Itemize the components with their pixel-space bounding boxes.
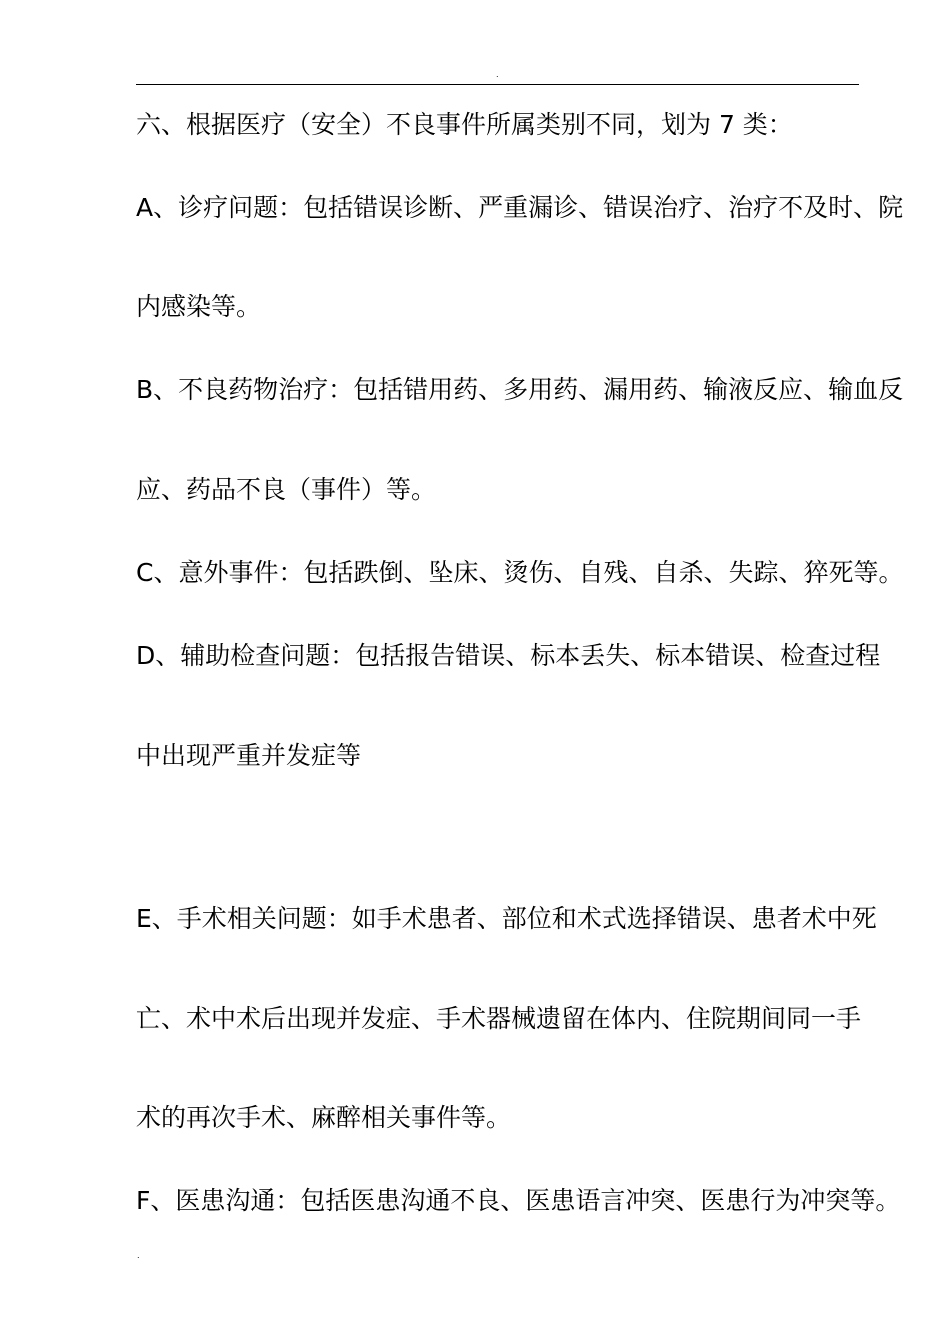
- paragraph-line: C、意外事件：包括跌倒、坠床、烫伤、自残、自杀、失踪、猝死等。: [136, 558, 904, 587]
- paragraph-line: F、医患沟通：包括医患沟通不良、医患语言冲突、医患行为冲突等。: [136, 1186, 901, 1215]
- paragraph-line: D、辅助检查问题：包括报告错误、标本丢失、标本错误、检查过程: [136, 641, 881, 670]
- section-heading: 六、根据医疗（安全）不良事件所属类别不同，划为 7 类：: [136, 110, 793, 139]
- paragraph-line: 应、药品不良（事件）等。: [136, 475, 437, 504]
- paragraph-line: A、诊疗问题：包括错误诊断、严重漏诊、错误治疗、治疗不及时、院: [136, 193, 904, 222]
- header-mark: .: [496, 70, 499, 79]
- header-rule: [136, 84, 859, 85]
- footer-mark: .: [137, 1251, 140, 1260]
- paragraph-line: E、手术相关问题：如手术患者、部位和术式选择错误、患者术中死: [136, 904, 877, 933]
- paragraph-line: 中出现严重并发症等: [136, 741, 362, 770]
- paragraph-line: 内感染等。: [136, 292, 262, 321]
- paragraph-line: 术的再次手术、麻醉相关事件等。: [136, 1103, 512, 1132]
- paragraph-line: B、不良药物治疗：包括错用药、多用药、漏用药、输液反应、输血反: [136, 375, 904, 404]
- paragraph-line: 亡、术中术后出现并发症、手术器械遗留在体内、住院期间同一手: [136, 1004, 862, 1033]
